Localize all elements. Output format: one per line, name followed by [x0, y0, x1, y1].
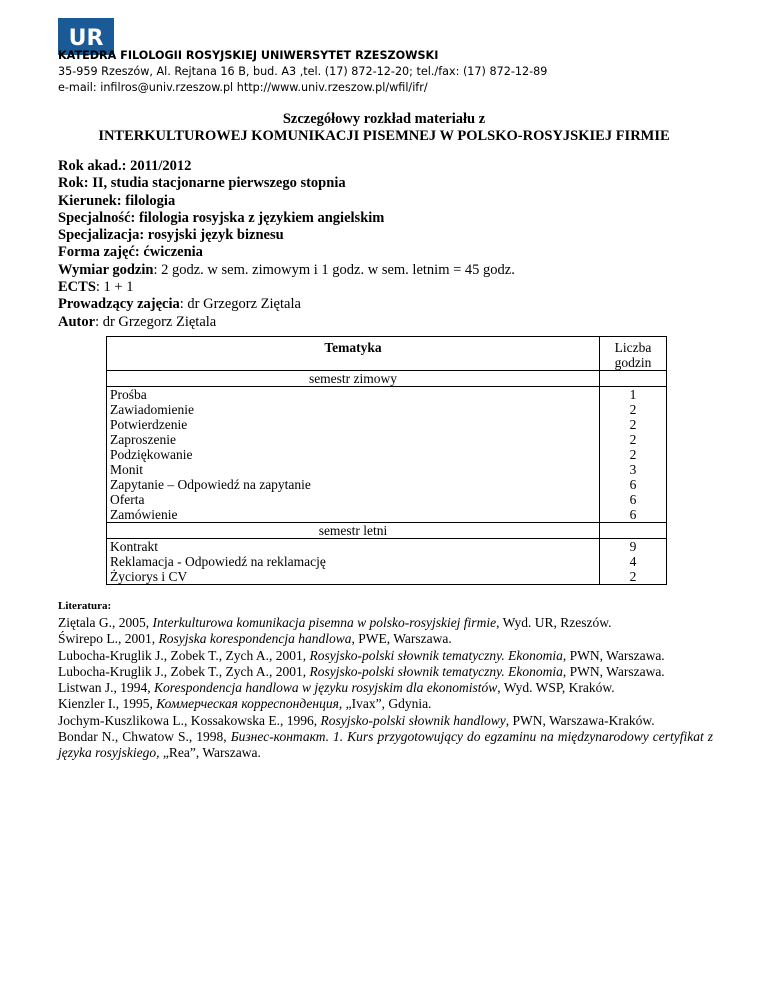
teacher-row — [58, 296, 515, 313]
entry-title: Interkulturowa komunikacja pisemna w polsko-rosyjskiej firmie — [152, 615, 497, 630]
summer-semester-row — [107, 523, 667, 539]
ects-value: : 1 + 1 — [95, 279, 134, 296]
study-year: Rok: II, studia stacjonarne pierwszego stopnia — [58, 175, 346, 192]
entry-title: Rosyjsko-polski słownik tematyczny. Ekonomia — [309, 647, 563, 663]
summer-semester-hours-blank — [600, 523, 667, 539]
table-row-hours: 2 — [629, 432, 637, 447]
summer-semester-label: semestr letni — [107, 523, 600, 539]
winter-semester-hours-blank — [600, 371, 667, 387]
teacher-label: Prowadzący zajęcia — [58, 296, 180, 313]
winter-topics-cell — [107, 387, 600, 523]
department-address: 35-959 Rzeszów, Al. Rejtana 16 B, bud. A3 ,tel. (17) 872-12-20; tel./fax: (17) 872-12-89 — [58, 65, 548, 78]
entry-publisher: , PWN, Warszawa. — [562, 647, 665, 663]
literature-entry — [58, 713, 713, 729]
entry-publisher: , „Ivax”, Gdynia. — [338, 696, 432, 712]
author-row — [58, 314, 515, 331]
table-row-hours: 2 — [629, 569, 637, 584]
entry-publisher: , PWE, Warszawa. — [351, 631, 452, 647]
department-contact: e-mail: infilros@univ.rzeszow.pl http://www.univ.rzeszow.pl/wfil/ifr/ — [58, 81, 428, 94]
entry-authors: Listwan J., 1994, — [58, 680, 154, 696]
summer-topics-cell — [107, 539, 600, 585]
entry-publisher: „Rea”, Warszawa. — [159, 745, 261, 761]
teacher-value: : dr Grzegorz Ziętala — [179, 296, 301, 313]
table-row-hours: 2 — [629, 402, 637, 417]
literature-entry — [58, 631, 713, 647]
literature-entry — [58, 648, 713, 664]
table-row-topic: Monit — [110, 462, 144, 477]
table-row-topic: Zawiadomienie — [110, 402, 194, 417]
author-value: : dr Grzegorz Ziętala — [95, 313, 217, 330]
entry-publisher: , Wyd. UR, Rzeszów. — [496, 615, 612, 630]
entry-authors: Jochym-Kuszlikowa L., Kossakowska E., 1996, — [58, 712, 321, 728]
document-title-line1: Szczegółowy rozkład materiału z — [282, 111, 486, 127]
table-row-topic: Potwierdzenie — [110, 417, 188, 432]
entry-authors: Bondar N., Chwatow S., 1998, — [58, 729, 231, 745]
entry-title: Бизнес-контакт. 1. Kurs przygotowujący do egzaminu na międzynarodowy certyfikat z języka rosyjskiego, — [58, 729, 713, 761]
table-row-topic: Zapytanie – Odpowiedź na zapytanie — [110, 477, 311, 492]
table-row-hours: 6 — [629, 507, 637, 522]
hours-column-header: Liczba godzin — [600, 337, 667, 371]
table-row-hours: 2 — [629, 447, 637, 462]
table-row-hours: 4 — [629, 554, 637, 569]
department-name: KATEDRA FILOLOGII ROSYJSKIEJ UNIWERSYTET RZESZOWSKI — [58, 49, 439, 62]
literature-section — [58, 599, 713, 762]
table-row-hours: 9 — [629, 539, 637, 554]
hours-value: : 2 godz. w sem. zimowym i 1 godz. w sem. letnim = 45 godz. — [153, 261, 515, 278]
specialty: Specjalność: filologia rosyjska z językiem angielskim — [58, 209, 385, 226]
hours-label: Wymiar godzin — [58, 261, 154, 278]
academic-year: Rok akad.: 2011/2012 — [58, 158, 192, 174]
entry-title: Korespondencja handlowa w języku rosyjskim dla ekonomistów — [154, 680, 498, 696]
winter-semester-label: semestr zimowy — [107, 371, 600, 387]
winter-hours-cell — [600, 387, 667, 523]
literature-entry — [58, 664, 713, 680]
entry-publisher: , PWN, Warszawa-Kraków. — [505, 712, 655, 728]
entry-title: Rosyjsko-polski słownik handlowy — [320, 712, 506, 728]
course-metadata — [58, 158, 515, 331]
entry-publisher: , Wyd. WSP, Kraków. — [497, 680, 615, 696]
entry-publisher: , PWN, Warszawa. — [562, 663, 665, 679]
entry-title: Rosyjska korespondencja handlowa — [158, 631, 352, 647]
entry-title: Rosyjsko-polski słownik tematyczny. Ekonomia — [309, 663, 563, 679]
entry-authors: Kienzler I., 1995, — [58, 696, 157, 712]
table-row-topic: Zamówienie — [110, 507, 178, 522]
table-row-topic: Reklamacja - Odpowiedź na reklamację — [110, 554, 326, 569]
table-row-hours: 6 — [629, 477, 637, 492]
table-header-row — [107, 337, 667, 371]
table-row-hours: 2 — [629, 417, 637, 432]
literature-heading: Literatura: — [58, 600, 112, 612]
winter-topics-row — [107, 387, 667, 523]
entry-authors: Świrepo L., 2001, — [58, 631, 159, 647]
entry-title: Коммерческая корреспонденция — [156, 696, 339, 712]
class-form: Forma zajęć: ćwiczenia — [58, 244, 203, 261]
entry-authors: Lubocha-Kruglik J., Zobek T., Zych A., 2001, — [58, 663, 310, 679]
literature-entry — [58, 696, 713, 712]
ects-label: ECTS — [58, 279, 96, 296]
table-row-topic: Życiorys i CV — [110, 569, 188, 584]
table-row-topic: Oferta — [110, 492, 145, 507]
summer-topics-row — [107, 539, 667, 585]
literature-entry — [58, 729, 713, 762]
document-title-line2: INTERKULTUROWEJ KOMUNIKACJI PISEMNEJ W POLSKO-ROSYJSKIEJ FIRMIE — [98, 128, 670, 144]
ects-row — [58, 279, 515, 296]
literature-entry — [58, 680, 713, 696]
topics-table — [106, 336, 667, 585]
summer-hours-cell — [600, 539, 667, 585]
table-row-topic: Zaproszenie — [110, 432, 176, 447]
table-row-hours: 3 — [629, 462, 637, 477]
author-label: Autor — [58, 313, 96, 330]
table-row-hours: 1 — [629, 387, 637, 402]
table-row-topic: Kontrakt — [110, 539, 158, 554]
winter-semester-row — [107, 371, 667, 387]
field-of-study: Kierunek: filologia — [58, 192, 176, 209]
literature-entry — [58, 615, 713, 631]
table-row-topic: Podziękowanie — [110, 447, 193, 462]
hours-row — [58, 262, 515, 279]
specialization: Specjalizacja: rosyjski język biznesu — [58, 227, 284, 244]
entry-authors: Lubocha-Kruglik J., Zobek T., Zych A., 2001, — [58, 647, 310, 663]
logo-text: UR — [68, 26, 104, 51]
entry-authors: Ziętala G., 2005, — [58, 615, 153, 630]
topic-column-header: Tematyka — [107, 337, 600, 371]
table-row-topic: Prośba — [110, 387, 147, 402]
table-row-hours: 6 — [629, 492, 637, 507]
